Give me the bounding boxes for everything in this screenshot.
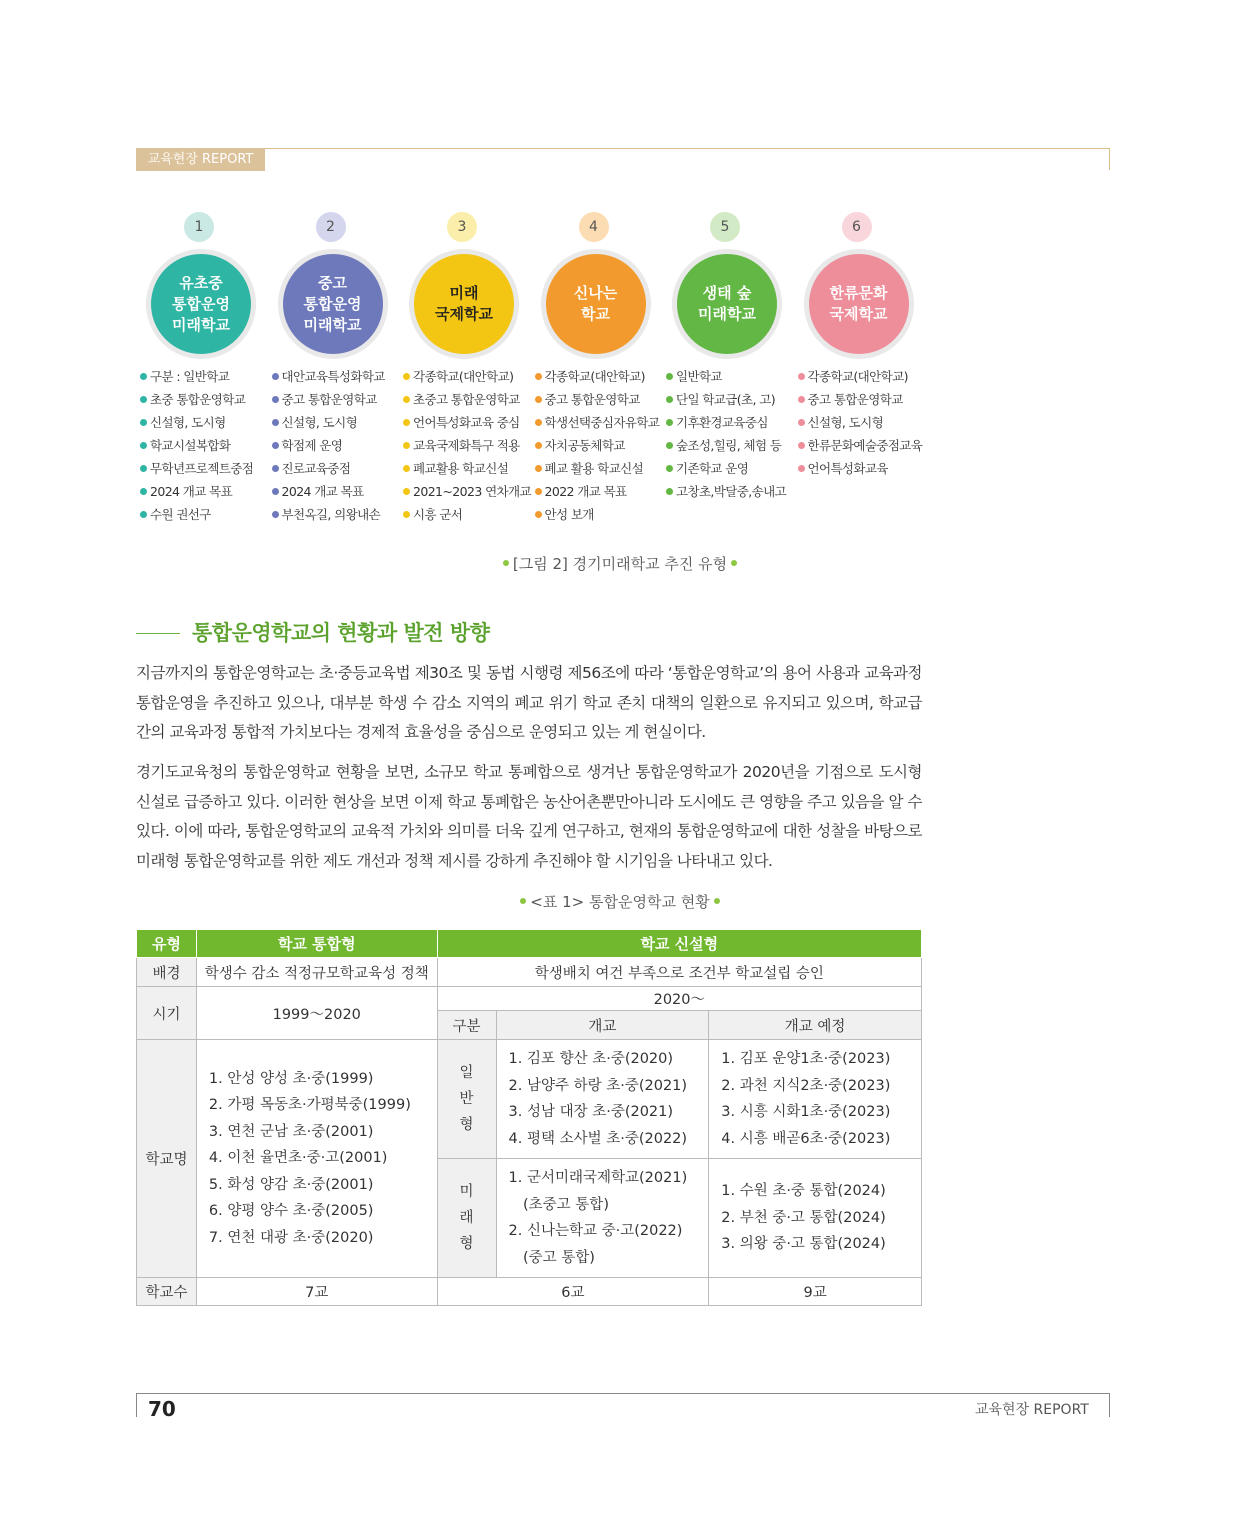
- type-feature-list: [272, 365, 385, 526]
- caption-dot-icon: [714, 898, 720, 904]
- type-feature-item: 각종학교(대안학교): [535, 365, 660, 388]
- footer-rule-right: [1109, 1393, 1110, 1417]
- type-feature-list: [403, 365, 531, 526]
- type-circle: [672, 249, 782, 359]
- bullet-dot-icon: [140, 511, 147, 518]
- type-feature-item: 중고 통합운영학교: [535, 388, 660, 411]
- type-feature-item: 숲조성,힐링, 체험 등: [666, 434, 786, 457]
- type-number-badge: 5: [710, 212, 740, 242]
- paragraph-1: 지금까지의 통합운영학교는 초·중등교육법 제30조 및 동법 시행령 제56조에 따라 ‘통합운영학교’의 용어 사용과 교육과정 통합운영을 추진하고 있으나, 대부분 학생 수 감소 지역의 폐교 위기 학교 존치 대책의 일환으로 유지되고 있으며, 학교급 간의 교육과정 통합적 가치보다는 경제적 효율성을 중심으로 운영되고 있는 게 현실이다.: [136, 664, 922, 741]
- type-feature-list: [140, 365, 253, 526]
- bullet-dot-icon: [535, 373, 542, 380]
- bullet-dot-icon: [798, 442, 805, 449]
- count-opened: 6교: [437, 1278, 709, 1306]
- bullet-dot-icon: [403, 511, 410, 518]
- footer-tag: 교육현장 REPORT: [975, 1402, 1089, 1418]
- bullet-dot-icon: [272, 419, 279, 426]
- th-type: 유형: [137, 930, 197, 958]
- type-feature-list: [666, 365, 786, 503]
- type-feature-item: 기존학교 운영: [666, 457, 786, 480]
- bullet-dot-icon: [140, 419, 147, 426]
- future-planned-list: [709, 1159, 922, 1278]
- table-list-line: 6. 양평 양수 초·중(2005): [208, 1203, 374, 1220]
- bullet-dot-icon: [403, 488, 410, 495]
- sub-header-division: 구분: [437, 1011, 496, 1040]
- type-feature-item: 구분 : 일반학교: [140, 365, 253, 388]
- table-list-line: 1. 군서미래국제학교(2021): [508, 1170, 688, 1186]
- type-title: 미래 국제학교: [435, 284, 493, 323]
- figure-caption-text: [그림 2] 경기미래학교 추진 유형: [512, 555, 728, 573]
- table-list-line: 4. 시흥 배곧6초·중(2023): [721, 1130, 891, 1147]
- bullet-dot-icon: [272, 442, 279, 449]
- bullet-dot-icon: [272, 488, 279, 495]
- table-list-line: 7. 연천 대광 초·중(2020): [208, 1229, 374, 1246]
- type-circle: [804, 249, 914, 359]
- bullet-dot-icon: [798, 373, 805, 380]
- type-feature-item: 수원 권선구: [140, 503, 253, 526]
- sub-header-planned: 개교 예정: [709, 1011, 922, 1040]
- bullet-dot-icon: [272, 396, 279, 403]
- bullet-dot-icon: [140, 373, 147, 380]
- bullet-dot-icon: [666, 465, 673, 472]
- type-number-badge: 2: [316, 212, 346, 242]
- bullet-dot-icon: [535, 465, 542, 472]
- table-list-line: 3. 연천 군남 초·중(2001): [208, 1123, 374, 1140]
- row-label-period: 시기: [137, 987, 197, 1040]
- type-feature-item: 각종학교(대안학교): [403, 365, 531, 388]
- type-feature-item: 초중 통합운영학교: [140, 388, 253, 411]
- table-list-line: (중고 통합): [508, 1249, 595, 1266]
- bullet-dot-icon: [666, 419, 673, 426]
- merge-school-lines: [209, 1066, 437, 1252]
- table-list-line: 1. 수원 초·중 통합(2024): [721, 1183, 886, 1200]
- bullet-dot-icon: [403, 396, 410, 403]
- row-label-count: 학교수: [137, 1278, 197, 1306]
- header-rule: [265, 148, 1110, 149]
- table-list-line: 1. 김포 운양1초·중(2023): [721, 1051, 891, 1067]
- bullet-dot-icon: [535, 396, 542, 403]
- bullet-dot-icon: [666, 488, 673, 495]
- general-type-label-text: 일 반 형: [459, 1065, 474, 1133]
- type-feature-item: 언어특성화교육 중심: [403, 411, 531, 434]
- table-list-line: (초중고 통합): [508, 1196, 609, 1213]
- caption-dot-icon: [503, 560, 509, 566]
- bullet-dot-icon: [140, 396, 147, 403]
- section-title: 통합운영학교의 현황과 발전 방향: [192, 621, 490, 645]
- type-circle: [278, 249, 388, 359]
- type-feature-item: 언어특성화교육: [798, 457, 923, 480]
- table-list-line: 4. 이천 율면초·중·고(2001): [208, 1150, 388, 1167]
- table-caption-text: <표 1> 통합운영학교 현황: [530, 893, 710, 911]
- type-feature-item: 진로교육중점: [272, 457, 385, 480]
- bullet-dot-icon: [666, 396, 673, 403]
- future-opened-list: [496, 1159, 709, 1278]
- type-feature-item: 폐교 활용 학교신설: [535, 457, 660, 480]
- type-number-badge: 1: [184, 212, 214, 242]
- table-list-line: 2. 신나는학교 중·고(2022): [508, 1223, 683, 1239]
- future-opened-lines: [509, 1165, 709, 1271]
- table-list-line: 3. 의왕 중·고 통합(2024): [721, 1236, 886, 1253]
- table-list-line: 1. 안성 양성 초·중(1999): [208, 1070, 374, 1087]
- type-feature-item: 각종학교(대안학교): [798, 365, 923, 388]
- type-number-badge: 4: [579, 212, 609, 242]
- caption-dot-icon: [520, 898, 526, 904]
- type-feature-item: 자치공동체학교: [535, 434, 660, 457]
- bullet-dot-icon: [666, 442, 673, 449]
- header-rule-end: [1109, 148, 1110, 170]
- paragraph-2: 경기도교육청의 통합운영학교 현황을 보면, 소규모 학교 통폐합으로 생겨난 통합운영학교가 2020년을 기점으로 도시형 신설로 급증하고 있다. 이러한 현상을 보면 이제 학교 통폐합은 농산어촌뿐만아니라 도시에도 큰 영향을 주고 있음을 알 수 있다. 이에 따라, 통합운영학교의 교육적 가치와 의미를 더욱 깊게 연구하고, 현재의 통합운영학교에 대한 성찰을 바탕으로 미래형 통합운영학교를 위한 제도 개선과 정책 제시를 강하게 추진해야 할 시기임을 나타내고 있다.: [136, 763, 922, 870]
- type-feature-list: [535, 365, 660, 526]
- period-new: 2020～: [437, 987, 921, 1011]
- bullet-dot-icon: [140, 488, 147, 495]
- integrated-schools-table: [136, 929, 922, 1306]
- type-feature-item: 2021~2023 연차개교: [403, 480, 531, 503]
- header-tag: 교육현장 REPORT: [136, 148, 265, 171]
- bullet-dot-icon: [140, 442, 147, 449]
- th-merge: 학교 통합형: [196, 930, 437, 958]
- table-caption: [0, 891, 1240, 912]
- type-feature-item: 2022 개교 목표: [535, 480, 660, 503]
- type-feature-item: 신설형, 도시형: [272, 411, 385, 434]
- table-list-line: 2. 남양주 하랑 초·중(2021): [508, 1077, 688, 1094]
- table-list-line: 3. 시흥 시화1초·중(2023): [721, 1104, 891, 1120]
- count-planned: 9교: [709, 1278, 922, 1306]
- count-merge: 7교: [196, 1278, 437, 1306]
- footer-rule-left: [136, 1393, 137, 1417]
- bullet-dot-icon: [403, 442, 410, 449]
- table-list-line: 4. 평택 소사벌 초·중(2022): [508, 1130, 688, 1147]
- type-feature-item: 신설형, 도시형: [140, 411, 253, 434]
- type-title: 유초중 통합운영 미래학교: [172, 273, 230, 334]
- type-feature-item: 중고 통합운영학교: [272, 388, 385, 411]
- bullet-dot-icon: [403, 373, 410, 380]
- table-list-line: 5. 화성 양감 초·중(2001): [208, 1176, 374, 1193]
- bullet-dot-icon: [140, 465, 147, 472]
- bullet-dot-icon: [272, 373, 279, 380]
- future-type-label-text: 미 래 형: [459, 1184, 474, 1252]
- bullet-dot-icon: [798, 465, 805, 472]
- type-feature-item: 신설형, 도시형: [798, 411, 923, 434]
- type-feature-item: 폐교활용 학교신설: [403, 457, 531, 480]
- type-title: 한류문화 국제학교: [829, 284, 888, 323]
- type-feature-item: 단일 학교급(초, 고): [666, 388, 786, 411]
- footer-rule: [136, 1393, 1110, 1394]
- caption-dot-icon: [731, 560, 737, 566]
- type-feature-item: 한류문화예술중점교육: [798, 434, 923, 457]
- background-new: 학생배치 여건 부족으로 조건부 학교설립 승인: [437, 958, 921, 987]
- type-feature-item: 고창초,박달중,송내고: [666, 480, 786, 503]
- table-list-line: 2. 과천 지식2초·중(2023): [721, 1077, 891, 1094]
- row-label-school-names: 학교명: [137, 1040, 197, 1278]
- type-feature-item: 학점제 운영: [272, 434, 385, 457]
- type-circle: [409, 249, 519, 359]
- type-feature-item: 대안교육특성화학교: [272, 365, 385, 388]
- general-planned-lines: [721, 1046, 921, 1152]
- type-feature-item: 2024 개교 목표: [272, 480, 385, 503]
- bullet-dot-icon: [666, 373, 673, 380]
- bullet-dot-icon: [535, 442, 542, 449]
- bullet-dot-icon: [403, 419, 410, 426]
- background-merge: 학생수 감소 적정규모학교육성 정책: [196, 958, 437, 987]
- type-feature-item: 2024 개교 목표: [140, 480, 253, 503]
- general-planned-list: [709, 1040, 922, 1159]
- type-title: 생태 숲 미래학교: [698, 284, 756, 323]
- period-merge: 1999～2020: [196, 987, 437, 1040]
- type-feature-item: 시흥 군서: [403, 503, 531, 526]
- bullet-dot-icon: [403, 465, 410, 472]
- type-feature-item: 교육국제화특구 적용: [403, 434, 531, 457]
- type-feature-item: 부천옥길, 의왕내손: [272, 503, 385, 526]
- bullet-dot-icon: [272, 511, 279, 518]
- merge-school-list: [196, 1040, 437, 1278]
- future-planned-lines: [721, 1178, 921, 1258]
- type-feature-item: 초중고 통합운영학교: [403, 388, 531, 411]
- bullet-dot-icon: [535, 511, 542, 518]
- table-list-line: 1. 김포 향산 초·중(2020): [508, 1051, 674, 1067]
- bullet-dot-icon: [535, 488, 542, 495]
- th-new: 학교 신설형: [437, 930, 921, 958]
- type-feature-item: 일반학교: [666, 365, 786, 388]
- type-feature-list: [798, 365, 923, 480]
- general-opened-list: [496, 1040, 709, 1159]
- bullet-dot-icon: [535, 419, 542, 426]
- type-feature-item: 기후환경교육중심: [666, 411, 786, 434]
- section-title-rule: [136, 633, 180, 634]
- type-circle: [541, 249, 651, 359]
- type-feature-item: 안성 보개: [535, 503, 660, 526]
- bullet-dot-icon: [798, 419, 805, 426]
- table-list-line: 3. 성남 대장 초·중(2021): [508, 1104, 674, 1120]
- figure-caption: [0, 553, 1240, 574]
- type-number-badge: 6: [842, 212, 872, 242]
- table-list-line: 2. 부천 중·고 통합(2024): [721, 1209, 886, 1226]
- sub-header-opened: 개교: [496, 1011, 709, 1040]
- type-feature-item: 중고 통합운영학교: [798, 388, 923, 411]
- general-type-label: [437, 1040, 496, 1159]
- table-list-line: 2. 가평 목동초·가평북중(1999): [208, 1097, 411, 1114]
- future-type-label: [437, 1159, 496, 1278]
- type-number-badge: 3: [447, 212, 477, 242]
- type-feature-item: 학생선택중심자유학교: [535, 411, 660, 434]
- page-number: 70: [148, 1397, 176, 1421]
- type-feature-item: 무학년프로젝트중점: [140, 457, 253, 480]
- row-label-background: 배경: [137, 958, 197, 987]
- bullet-dot-icon: [798, 396, 805, 403]
- type-circle: [146, 249, 256, 359]
- bullet-dot-icon: [272, 465, 279, 472]
- type-feature-item: 학교시설복합화: [140, 434, 253, 457]
- type-title: 신나는 학교: [573, 284, 618, 323]
- type-title: 중고 통합운영 미래학교: [303, 273, 362, 334]
- general-opened-lines: [509, 1046, 709, 1152]
